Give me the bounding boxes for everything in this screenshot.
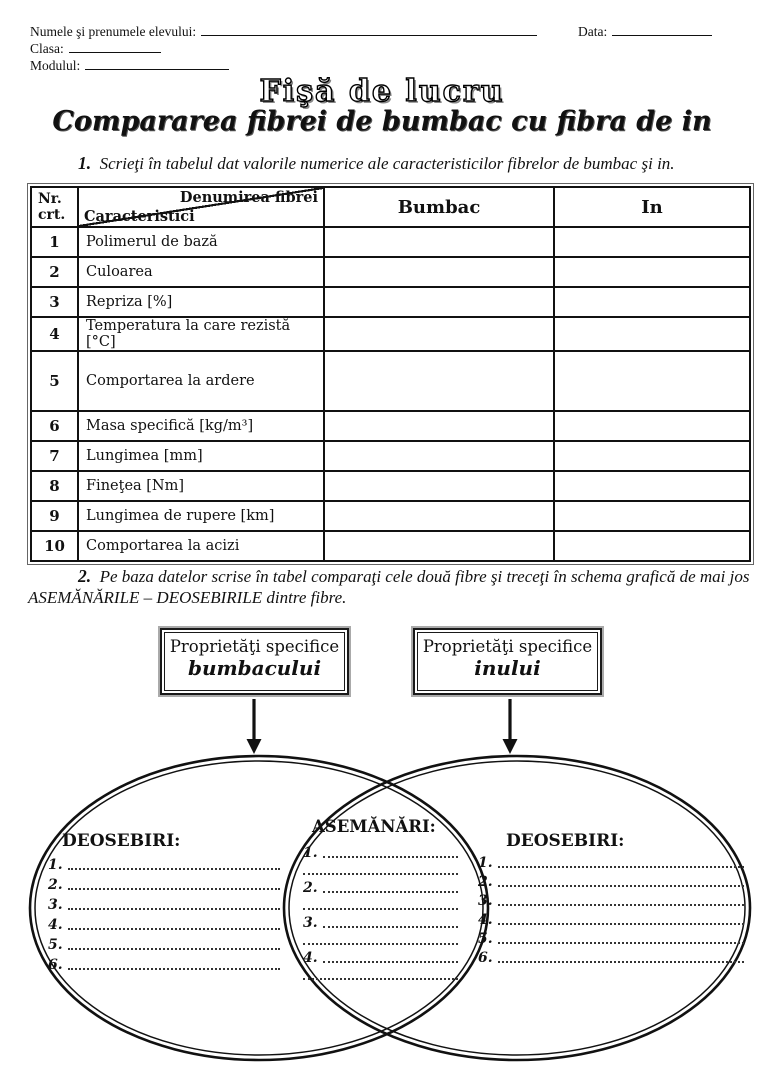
table-row: 5 Comportarea la ardere — [31, 351, 750, 411]
write-line[interactable] — [68, 968, 280, 970]
table-row: 6 Masa specifică [kg/m³] — [31, 411, 750, 441]
page-title: Fişă de lucru — [259, 74, 505, 109]
write-line[interactable] — [498, 923, 744, 925]
characteristics-table — [30, 186, 751, 562]
in-value-cell[interactable] — [554, 501, 750, 531]
task1-text: Scrieţi în tabelul dat valorile numerice ale caracteristicilor fibrelor de bumbac şi in. — [99, 154, 675, 173]
write-line[interactable] — [498, 961, 744, 963]
bumbac-value-cell[interactable] — [324, 317, 554, 351]
in-value-cell[interactable] — [554, 317, 750, 351]
list-item: 6. — [48, 953, 280, 973]
bumbac-value-cell[interactable] — [324, 257, 554, 287]
similarities-section — [303, 817, 458, 983]
list-item: 3. — [48, 893, 280, 913]
bumbac-value-cell[interactable] — [324, 287, 554, 317]
in-value-cell[interactable] — [554, 351, 750, 411]
list-item-continuation — [303, 861, 458, 879]
list-item: 3. — [478, 890, 744, 909]
write-line[interactable] — [498, 942, 744, 944]
in-box-line1: Proprietăţi specifice — [422, 637, 593, 656]
write-line[interactable] — [498, 885, 744, 887]
bumbac-box-line2: bumbacului — [187, 656, 322, 680]
list-item: 1. — [303, 843, 458, 861]
write-line[interactable] — [303, 943, 458, 945]
in-value-cell[interactable] — [554, 441, 750, 471]
bumbac-value-cell[interactable] — [324, 411, 554, 441]
list-item: 5. — [478, 928, 744, 947]
col-header-diagonal — [78, 187, 324, 227]
date-label: Data: — [578, 24, 608, 39]
bumbac-value-cell[interactable] — [324, 531, 554, 561]
left-differences-section — [48, 831, 280, 973]
bumbac-value-cell[interactable] — [324, 227, 554, 257]
in-value-cell[interactable] — [554, 531, 750, 561]
write-line[interactable] — [323, 926, 458, 928]
table-row: 2 Culoarea — [31, 257, 750, 287]
list-item: 2. — [303, 878, 458, 896]
table-row: 4 Temperatura la care rezistă [°C] — [31, 317, 750, 351]
write-line[interactable] — [323, 856, 458, 858]
page-subtitle: Compararea fibrei de bumbac cu fibra de in — [52, 106, 712, 137]
col-header-bumbac: Bumbac — [324, 187, 554, 227]
table-row: 1 Polimerul de bază — [31, 227, 750, 257]
list-item: 1. — [48, 853, 280, 873]
write-line[interactable] — [498, 904, 744, 906]
table-row: 8 Fineţea [Nm] — [31, 471, 750, 501]
date-fill-line[interactable] — [612, 25, 712, 36]
right-differences-heading: DEOSEBIRI: — [506, 831, 625, 851]
class-fill-line[interactable] — [69, 42, 161, 53]
list-item-continuation — [303, 931, 458, 949]
student-name-label: Numele şi prenumele elevului: — [30, 24, 197, 39]
bumbac-properties-box — [160, 628, 349, 695]
col-header-nr-crt: Nr. crt. — [31, 187, 78, 227]
write-line[interactable] — [68, 888, 280, 890]
list-item-continuation — [303, 896, 458, 914]
list-item: 3. — [303, 913, 458, 931]
bumbac-value-cell[interactable] — [324, 351, 554, 411]
task1-paragraph — [28, 153, 744, 174]
task2-paragraph — [28, 566, 752, 608]
diagonal-top-label: Denumirea fibrei — [179, 189, 318, 206]
in-value-cell[interactable] — [554, 411, 750, 441]
task2-number: 2. — [78, 566, 92, 586]
write-line[interactable] — [323, 961, 458, 963]
write-line[interactable] — [68, 868, 280, 870]
student-name-fill-line[interactable] — [201, 25, 537, 36]
bumbac-value-cell[interactable] — [324, 471, 554, 501]
bumbac-value-cell[interactable] — [324, 441, 554, 471]
write-line[interactable] — [303, 873, 458, 875]
in-value-cell[interactable] — [554, 227, 750, 257]
task1-number: 1. — [78, 153, 92, 173]
list-item: 2. — [48, 873, 280, 893]
module-fill-line[interactable] — [85, 59, 229, 70]
in-value-cell[interactable] — [554, 257, 750, 287]
bumbac-arrow — [247, 699, 262, 754]
diagonal-bottom-label: Caracteristici — [84, 208, 195, 225]
list-item: 6. — [478, 947, 744, 966]
bumbac-value-cell[interactable] — [324, 501, 554, 531]
class-label: Clasa: — [30, 41, 64, 56]
write-line[interactable] — [303, 908, 458, 910]
write-line[interactable] — [303, 978, 458, 980]
list-item: 4. — [303, 948, 458, 966]
task2-text: Pe baza datelor scrise în tabel comparaţi cele două fibre şi treceţi în schema grafică de mai jos ASEMĂNĂRILE – DEOSEBIRILE dintre fibre. — [28, 567, 750, 607]
module-row — [30, 58, 229, 74]
list-item-continuation — [303, 966, 458, 984]
class-row — [30, 41, 161, 57]
in-box-line2: inului — [474, 656, 541, 680]
list-item: 2. — [478, 871, 744, 890]
write-line[interactable] — [68, 908, 280, 910]
write-line[interactable] — [68, 948, 280, 950]
list-item: 1. — [478, 852, 744, 871]
table-header-row — [31, 187, 750, 227]
left-differences-heading: DEOSEBIRI: — [62, 831, 181, 851]
in-properties-box — [413, 628, 602, 695]
write-line[interactable] — [498, 866, 744, 868]
date-row — [578, 24, 712, 40]
in-value-cell[interactable] — [554, 471, 750, 501]
col-header-in: In — [554, 187, 750, 227]
write-line[interactable] — [68, 928, 280, 930]
table-row: 10 Comportarea la acizi — [31, 531, 750, 561]
characteristics-table-wrapper — [27, 183, 754, 565]
list-item: 5. — [48, 933, 280, 953]
table-row: 3 Repriza [%] — [31, 287, 750, 317]
similarities-heading: ASEMĂNĂRI: — [312, 817, 436, 836]
bumbac-box-line1: Proprietăţi specifice — [169, 637, 340, 656]
table-row: 7 Lungimea [mm] — [31, 441, 750, 471]
module-label: Modulul: — [30, 58, 81, 73]
list-item: 4. — [478, 909, 744, 928]
in-arrow — [503, 699, 518, 754]
right-differences-section — [478, 831, 744, 966]
write-line[interactable] — [323, 891, 458, 893]
list-item: 4. — [48, 913, 280, 933]
table-row: 9 Lungimea de rupere [km] — [31, 501, 750, 531]
in-value-cell[interactable] — [554, 287, 750, 317]
student-name-row — [30, 24, 537, 40]
